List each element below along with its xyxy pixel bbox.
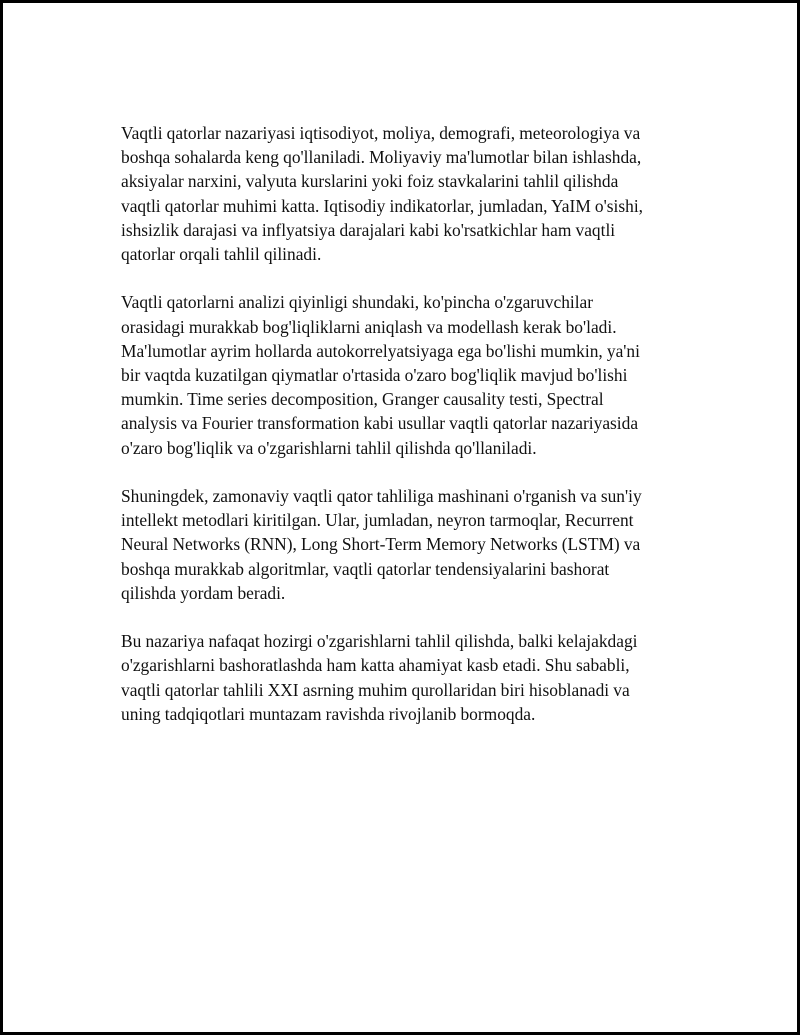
paragraph-4: Bu nazariya nafaqat hozirgi o'zgarishlarni tahlil qilishda, balki kelajakdagi o'zgarishlarni bashoratlashda ham katta ahamiyat kasb etadi. Shu sababli, vaqtli qatorlar tahlili XXI asrning muhim qurollaridan biri hisoblanadi va uning tadqiqotlari muntazam ravishda rivojlanib bormoqda. (121, 631, 638, 724)
document-body (121, 121, 686, 726)
paragraph-1: Vaqtli qatorlar nazariyasi iqtisodiyot, moliya, demografi, meteorologiya va boshqa sohalarda keng qo'llaniladi. Moliyaviy ma'lumotlar bilan ishlashda, aksiyalar narxini, valyuta kurslarini yoki foiz stavkalarini tahlil qilishda vaqtli qatorlar muhimi katta. Iqtisodiy indikatorlar, jumladan, YaIM o'sishi, ishsizlik darajasi va inflyatsiya darajalari kabi ko'rsatkichlar ham vaqtli qatorlar orqali tahlil qilinadi. (121, 123, 644, 265)
paragraph-2: Vaqtli qatorlarni analizi qiyinligi shundaki, ko'pincha o'zgaruvchilar orasidagi murakkab bog'liqliklarni aniqlash va modellash kerak bo'ladi. Ma'lumotlar ayrim hollarda autokorrelyatsiyaga ega bo'lishi mumkin, ya'ni bir vaqtda kuzatilgan qiymatlar o'rtasida o'zaro bog'liqlik mavjud bo'lishi mumkin. Time series decomposition, Granger causality testi, Spectral analysis va Fourier transformation kabi usullar vaqtli qatorlar nazariyasida o'zaro bog'liqlik va o'zgarishlarni tahlil qilishda qo'llaniladi. (121, 292, 640, 458)
paragraph-3: Shuningdek, zamonaviy vaqtli qator tahliliga mashinani o'rganish va sun'iy intellekt metodlari kiritilgan. Ular, jumladan, neyron tarmoqlar, Recurrent Neural Networks (RNN), Long Short-Term Memory Networks (LSTM) va boshqa murakkab algoritmlar, vaqtli qatorlar tendensiyalarini bashorat qilishda yordam beradi. (121, 486, 642, 603)
